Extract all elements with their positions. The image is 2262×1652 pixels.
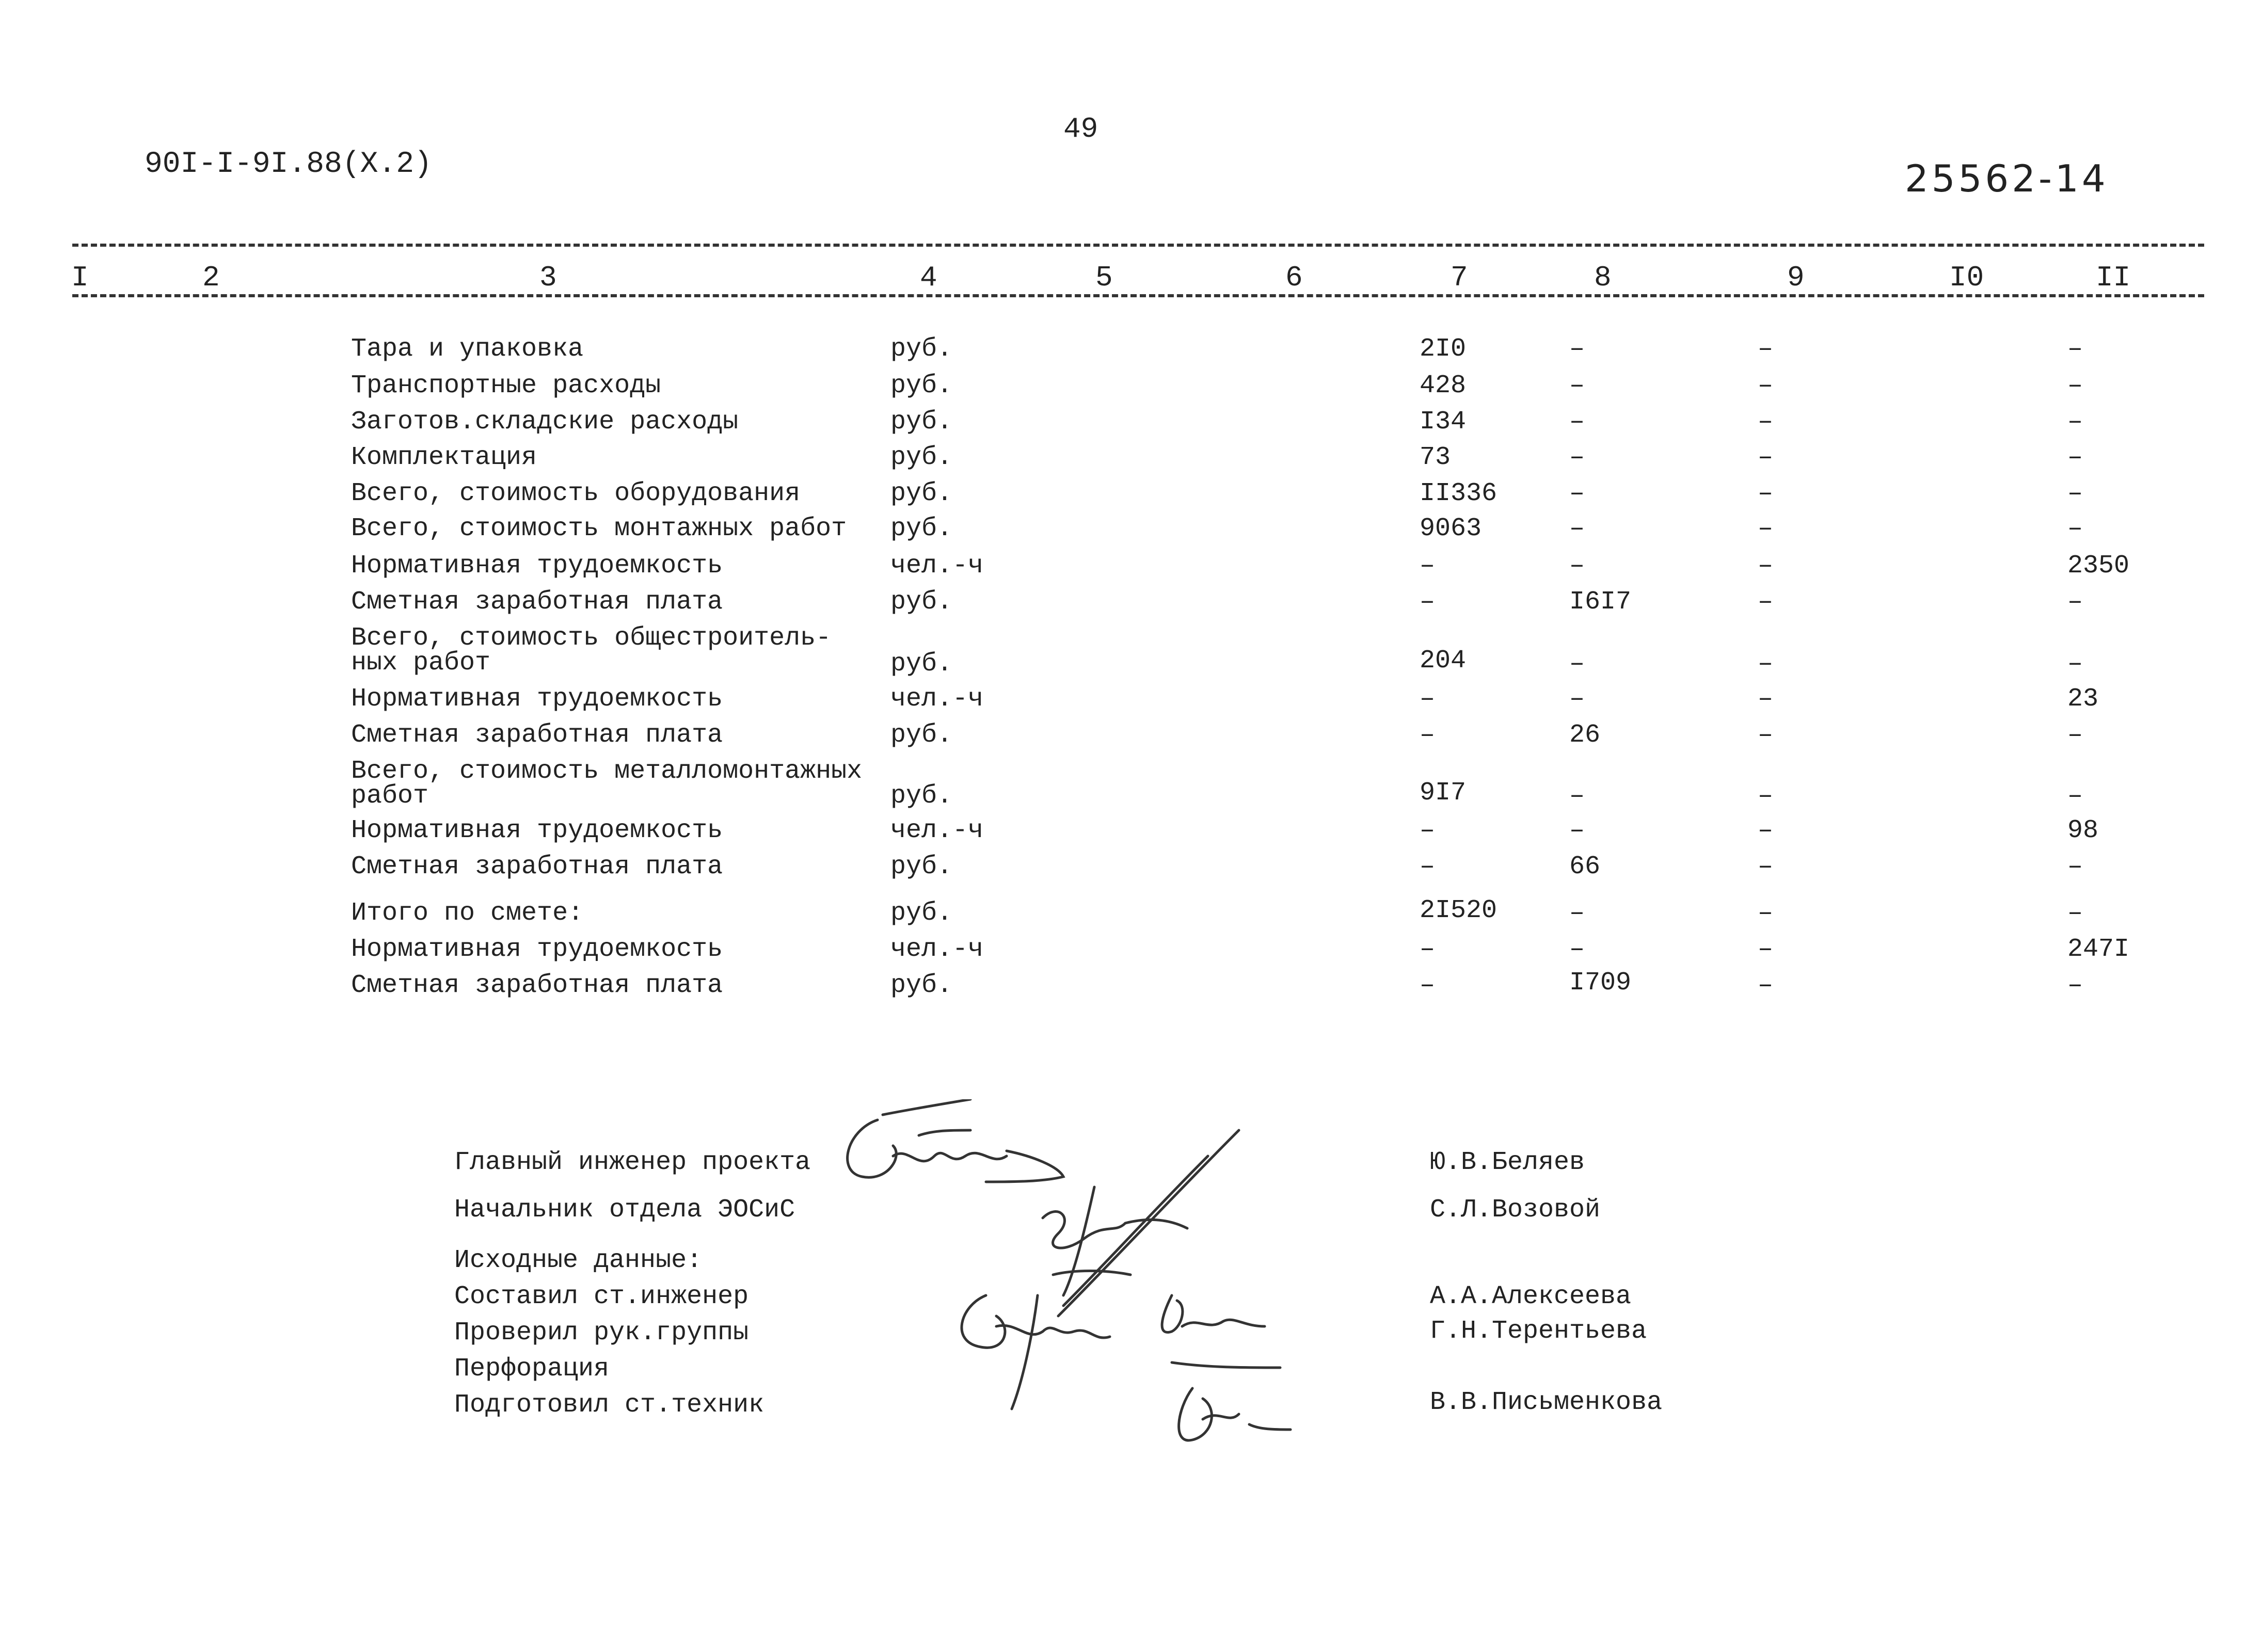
cell-col9: – <box>1758 587 1774 617</box>
row-unit: руб. <box>890 334 953 364</box>
cell-col11: – <box>2067 899 2083 928</box>
cell-col8: – <box>1569 816 1585 845</box>
cell-col11: – <box>2067 852 2083 881</box>
column-number: II <box>2096 261 2131 294</box>
cell-col8: 66 <box>1569 852 1601 881</box>
row-description: Итого по смете: <box>351 899 584 928</box>
row-description: Всего, стоимость оборудования <box>351 479 801 508</box>
signatory-name: В.В.Письменкова <box>1430 1388 1663 1417</box>
row-unit: руб. <box>890 852 953 881</box>
cell-col7: 9063 <box>1420 514 1482 543</box>
column-number: 8 <box>1594 261 1612 294</box>
cell-col7: – <box>1420 551 1436 581</box>
cell-col7: – <box>1420 852 1436 881</box>
row-description: Заготов.складские расходы <box>351 407 739 437</box>
cell-col8: – <box>1569 407 1585 437</box>
cell-col8: – <box>1569 371 1585 400</box>
cell-col8: 26 <box>1569 720 1601 750</box>
cell-col9: – <box>1758 334 1774 364</box>
row-unit: руб. <box>890 781 953 811</box>
cell-col9: – <box>1758 684 1774 714</box>
row-description: Сметная заработная плата <box>351 720 723 750</box>
cell-col8: – <box>1569 684 1585 714</box>
cell-col9: – <box>1758 479 1774 508</box>
column-number: 7 <box>1451 261 1468 294</box>
cell-col8: I709 <box>1569 968 1632 998</box>
cell-col9: – <box>1758 781 1774 811</box>
signature-technician <box>1179 1388 1291 1440</box>
row-description: Сметная заработная плата <box>351 971 723 1000</box>
project-code: 90I-I-9I.88(X.2) <box>145 148 432 181</box>
row-description: Всего, стоимость общестроитель- <box>351 623 832 653</box>
signature-title: Главный инженер проекта <box>454 1148 811 1177</box>
cell-col11: – <box>2067 443 2083 472</box>
cell-col9: – <box>1758 720 1774 750</box>
cell-col9: – <box>1758 551 1774 581</box>
cell-col11: – <box>2067 334 2083 364</box>
cell-col9: – <box>1758 371 1774 400</box>
signature-checker <box>1162 1295 1280 1368</box>
signatory-name: С.Л.Возовой <box>1430 1195 1601 1225</box>
row-unit: чел.-ч <box>890 816 984 845</box>
signatory-name: Г.Н.Терентьева <box>1430 1317 1647 1346</box>
cell-col8: I6I7 <box>1569 587 1632 617</box>
cell-col8: – <box>1569 899 1585 928</box>
row-description: Сметная заработная плата <box>351 587 723 617</box>
row-description: Транспортные расходы <box>351 371 661 400</box>
cell-col8: – <box>1569 479 1585 508</box>
cell-col7: II336 <box>1420 479 1498 508</box>
row-unit: чел.-ч <box>890 551 984 581</box>
table-header-rule <box>72 294 2204 297</box>
row-unit: руб. <box>890 899 953 928</box>
row-unit: руб. <box>890 649 953 679</box>
column-number: 3 <box>539 261 557 294</box>
cell-col11: – <box>2067 514 2083 543</box>
cell-col11: 23 <box>2067 684 2099 714</box>
row-description-continued: работ <box>351 781 429 811</box>
row-unit: руб. <box>890 971 953 1000</box>
cell-col11: 98 <box>2067 816 2099 845</box>
row-description: Всего, стоимость монтажных работ <box>351 514 847 543</box>
cell-col11: 2350 <box>2067 551 2130 581</box>
cell-col9: – <box>1758 407 1774 437</box>
cell-col11: – <box>2067 407 2083 437</box>
cell-col7: – <box>1420 971 1436 1000</box>
signature-compiler <box>962 1271 1130 1409</box>
row-unit: чел.-ч <box>890 935 984 964</box>
row-description-continued: ных работ <box>351 648 491 678</box>
cell-col8: – <box>1569 551 1585 581</box>
row-unit: руб. <box>890 443 953 472</box>
cell-col11: – <box>2067 371 2083 400</box>
column-number: 4 <box>920 261 937 294</box>
column-number: 6 <box>1285 261 1303 294</box>
cell-col11: – <box>2067 971 2083 1000</box>
row-description: Комплектация <box>351 443 537 472</box>
cell-col9: – <box>1758 649 1774 679</box>
row-unit: руб. <box>890 479 953 508</box>
signature-chief-engineer <box>848 1099 1063 1182</box>
cell-col9: – <box>1758 443 1774 472</box>
signatory-name: А.А.Алексеева <box>1430 1282 1632 1311</box>
row-description: Нормативная трудоемкость <box>351 816 723 845</box>
row-description: Тара и упаковка <box>351 334 584 364</box>
cell-col7: – <box>1420 935 1436 964</box>
signature-department-head <box>1043 1130 1239 1316</box>
cell-col11: – <box>2067 479 2083 508</box>
signature-title: Подготовил ст.техник <box>454 1390 764 1420</box>
cell-col8: – <box>1569 935 1585 964</box>
row-description: Всего, стоимость металломонтажных <box>351 757 863 786</box>
cell-col7: 2I520 <box>1420 896 1498 925</box>
column-number: 2 <box>202 261 220 294</box>
cell-col9: – <box>1758 514 1774 543</box>
cell-col11: – <box>2067 781 2083 811</box>
column-number: 9 <box>1787 261 1805 294</box>
row-description: Нормативная трудоемкость <box>351 935 723 964</box>
document-number: 25562-14 <box>1905 157 2109 200</box>
signature-title: Исходные данные: <box>454 1246 703 1275</box>
cell-col8: – <box>1569 334 1585 364</box>
cell-col7: 2I0 <box>1420 334 1467 364</box>
row-unit: руб. <box>890 514 953 543</box>
cell-col11: – <box>2067 649 2083 679</box>
row-unit: руб. <box>890 587 953 617</box>
row-description: Нормативная трудоемкость <box>351 684 723 714</box>
cell-col7: 9I7 <box>1420 778 1467 808</box>
row-unit: чел.-ч <box>890 684 984 714</box>
cell-col7: – <box>1420 720 1436 750</box>
handwritten-signatures <box>816 1099 1332 1461</box>
cell-col9: – <box>1758 935 1774 964</box>
signature-title: Перфорация <box>454 1354 610 1384</box>
row-unit: руб. <box>890 371 953 400</box>
signature-title: Составил ст.инженер <box>454 1282 749 1311</box>
cell-col9: – <box>1758 816 1774 845</box>
cell-col8: – <box>1569 649 1585 679</box>
cell-col11: – <box>2067 720 2083 750</box>
cell-col7: – <box>1420 684 1436 714</box>
cell-col7: 204 <box>1420 646 1467 676</box>
row-unit: руб. <box>890 407 953 437</box>
cell-col7: 428 <box>1420 371 1467 400</box>
row-description: Сметная заработная плата <box>351 852 723 881</box>
cell-col11: 247I <box>2067 935 2130 964</box>
row-description: Нормативная трудоемкость <box>351 551 723 581</box>
column-number: I <box>71 261 89 294</box>
cell-col9: – <box>1758 899 1774 928</box>
cell-col7: 73 <box>1420 443 1451 472</box>
cell-col9: – <box>1758 971 1774 1000</box>
cell-col9: – <box>1758 852 1774 881</box>
table-top-rule <box>72 244 2204 247</box>
cell-col7: – <box>1420 587 1436 617</box>
row-unit: руб. <box>890 720 953 750</box>
cell-col11: – <box>2067 587 2083 617</box>
column-number: I0 <box>1949 261 1984 294</box>
signature-title: Проверил рук.группы <box>454 1318 749 1348</box>
page-number: 49 <box>1063 113 1098 146</box>
cell-col8: – <box>1569 781 1585 811</box>
column-number: 5 <box>1095 261 1113 294</box>
cell-col8: – <box>1569 514 1585 543</box>
signatory-name: Ю.В.Беляев <box>1430 1148 1585 1177</box>
cell-col8: – <box>1569 443 1585 472</box>
cell-col7: I34 <box>1420 407 1467 437</box>
cell-col7: – <box>1420 816 1436 845</box>
signature-title: Начальник отдела ЭОСиС <box>454 1195 795 1225</box>
